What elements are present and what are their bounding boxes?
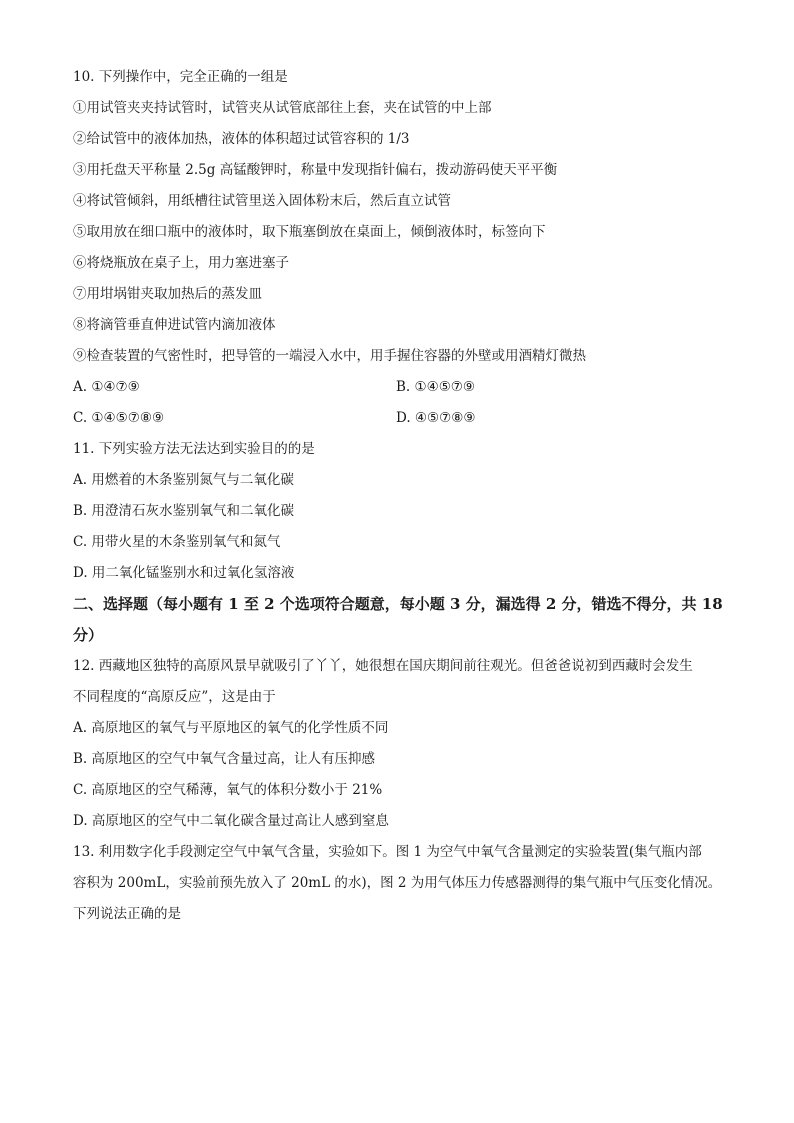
- question-13-stem: [73, 837, 733, 930]
- question-12: [73, 651, 733, 837]
- section-2-heading-line-1: 二、选择题（每小题有 1 至 2 个选项符合题意，每小题 3 分，漏选得 2 分，错选不得分，共 18: [73, 595, 723, 613]
- question-10-item-4: ④将试管倾斜，用纸槽往试管里送入固体粉末后，然后直立试管: [73, 193, 451, 209]
- question-10-option-c: C. ①④⑤⑦⑧⑨: [73, 410, 165, 426]
- question-10-item-9: ⑨检查装置的气密性时，把导管的一端浸入水中，用手握住容器的外壁或用酒精灯微热: [73, 348, 586, 364]
- question-13: [73, 837, 733, 930]
- question-11-option-a: A. 用燃着的木条鉴别氮气与二氧化碳: [73, 472, 294, 488]
- question-11: [73, 434, 733, 589]
- question-10-option-a: A. ①④⑦⑨: [73, 379, 140, 395]
- exam-page: [73, 62, 733, 930]
- question-10-option-d: D. ④⑤⑦⑧⑨: [396, 410, 476, 426]
- question-10-item-8: ⑧将滴管垂直伸进试管内滴加液体: [73, 317, 276, 333]
- question-10-options-row-2: [73, 403, 733, 434]
- question-10-options-row-1: [73, 372, 733, 403]
- section-2-heading-line-2: 分）: [73, 626, 104, 644]
- question-12-stem: [73, 651, 733, 713]
- question-10-item-3: ③用托盘天平称量 2.5g 高锰酸钾时，称量中发现指针偏右，拨动游码使天平平衡: [73, 162, 558, 178]
- section-2-heading: [73, 589, 733, 651]
- question-10-item-5: ⑤取用放在细口瓶中的液体时，取下瓶塞倒放在桌面上，倾倒液体时，标签向下: [73, 224, 546, 240]
- question-12-option-d: D. 高原地区的空气中二氧化碳含量过高让人感到窒息: [73, 813, 389, 829]
- question-10-option-b: B. ①④⑤⑦⑨: [396, 379, 476, 395]
- question-11-option-d: D. 用二氧化锰鉴别水和过氧化氢溶液: [73, 565, 295, 581]
- question-10-item-7: ⑦用坩埚钳夹取加热后的蒸发皿: [73, 286, 262, 302]
- question-10-stem: 10. 下列操作中，完全正确的一组是: [73, 69, 288, 85]
- question-13-stem-line-2: 容积为 200mL，实验前预先放入了 20mL 的水)，图 2 为用气体压力传感器测得的集气瓶中气压变化情况。: [73, 875, 722, 891]
- question-10-item-6: ⑥将烧瓶放在桌子上，用力塞进塞子: [73, 255, 289, 271]
- question-12-stem-line-2: 不同程度的“高原反应”，这是由于: [73, 689, 276, 705]
- question-10-item-1: ①用试管夹夹持试管时，试管夹从试管底部往上套，夹在试管的中上部: [73, 100, 492, 116]
- question-12-option-a: A. 高原地区的氧气与平原地区的氧气的化学性质不同: [73, 720, 389, 736]
- question-11-option-c: C. 用带火星的木条鉴别氧气和氮气: [73, 534, 281, 550]
- question-11-option-b: B. 用澄清石灰水鉴别氧气和二氧化碳: [73, 503, 295, 519]
- question-13-stem-line-3: 下列说法正确的是: [73, 906, 181, 922]
- question-12-stem-line-1: 12. 西藏地区独特的高原风景早就吸引了丫丫，她很想在国庆期间前往观光。但爸爸说初到西藏时会发生: [73, 658, 693, 674]
- question-11-stem: 11. 下列实验方法无法达到实验目的的是: [73, 441, 315, 457]
- question-12-option-b: B. 高原地区的空气中氧气含量过高，让人有压抑感: [73, 751, 376, 767]
- question-13-stem-line-1: 13. 利用数字化手段测定空气中氧气含量，实验如下。图 1 为空气中氧气含量测定的实验装置(集气瓶内部: [73, 844, 702, 860]
- question-10: [73, 62, 733, 434]
- question-12-option-c: C. 高原地区的空气稀薄，氧气的体积分数小于 21%: [73, 782, 383, 798]
- question-10-item-2: ②给试管中的液体加热，液体的体积超过试管容积的 1/3: [73, 131, 410, 147]
